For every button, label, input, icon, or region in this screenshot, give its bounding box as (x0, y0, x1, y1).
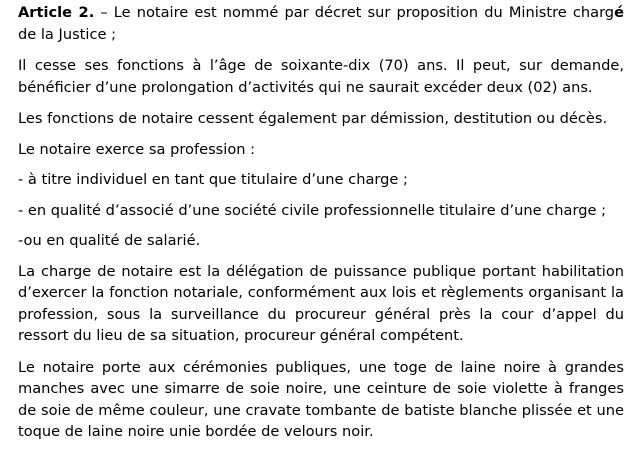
article-heading-paragraph (18, 2, 624, 45)
article-intro-text-end: de la Justice ; (18, 25, 117, 43)
list-item-individual: - à titre individuel en tant que titulaire d’une charge ; (18, 171, 408, 188)
article-intro-text: – Le notaire est nommé par décret sur proposition du Ministre charg (94, 4, 615, 21)
document-body (18, 2, 624, 453)
paragraph-profession-intro: Le notaire exerce sa profession : (18, 140, 256, 158)
paragraph-cessation: Les fonctions de notaire cessent également par démission, destitution ou décès. (18, 110, 608, 127)
paragraph-retirement: Il cesse ses fonctions à l’âge de soixante-dix (70) ans. Il peut, sur demande, bénéficier d’une prolongation d’activités qui ne saurait excéder deux (02) ans. (18, 57, 624, 96)
article-label: Article 2. (18, 4, 95, 21)
list-item-salaried: -ou en qualité de salarié. (18, 232, 201, 249)
paragraph-delegation: La charge de notaire est la délégation de puissance publique portant habilitation d’exercer la fonction notariale, conformément aux lois et règlements organisant la profession, sous la surveillance du procureur général près la cour d’appel du ressort du lieu de sa situation, procureur général compétent. (18, 262, 624, 344)
list-item-associate: - en qualité d’associé d’une société civile professionnelle titulaire d’une charge ; (18, 201, 606, 219)
paragraph-ceremony-attire: Le notaire porte aux cérémonies publiques, une toge de laine noire à grandes manches avec une simarre de soie noire, une ceinture de soie violette à franges de soie de même couleur, une cravate tombante de batiste blanche plissée et une toque de laine noire unie bordée de velours noir. (18, 358, 624, 440)
article-intro-bold-char: é (614, 4, 624, 21)
